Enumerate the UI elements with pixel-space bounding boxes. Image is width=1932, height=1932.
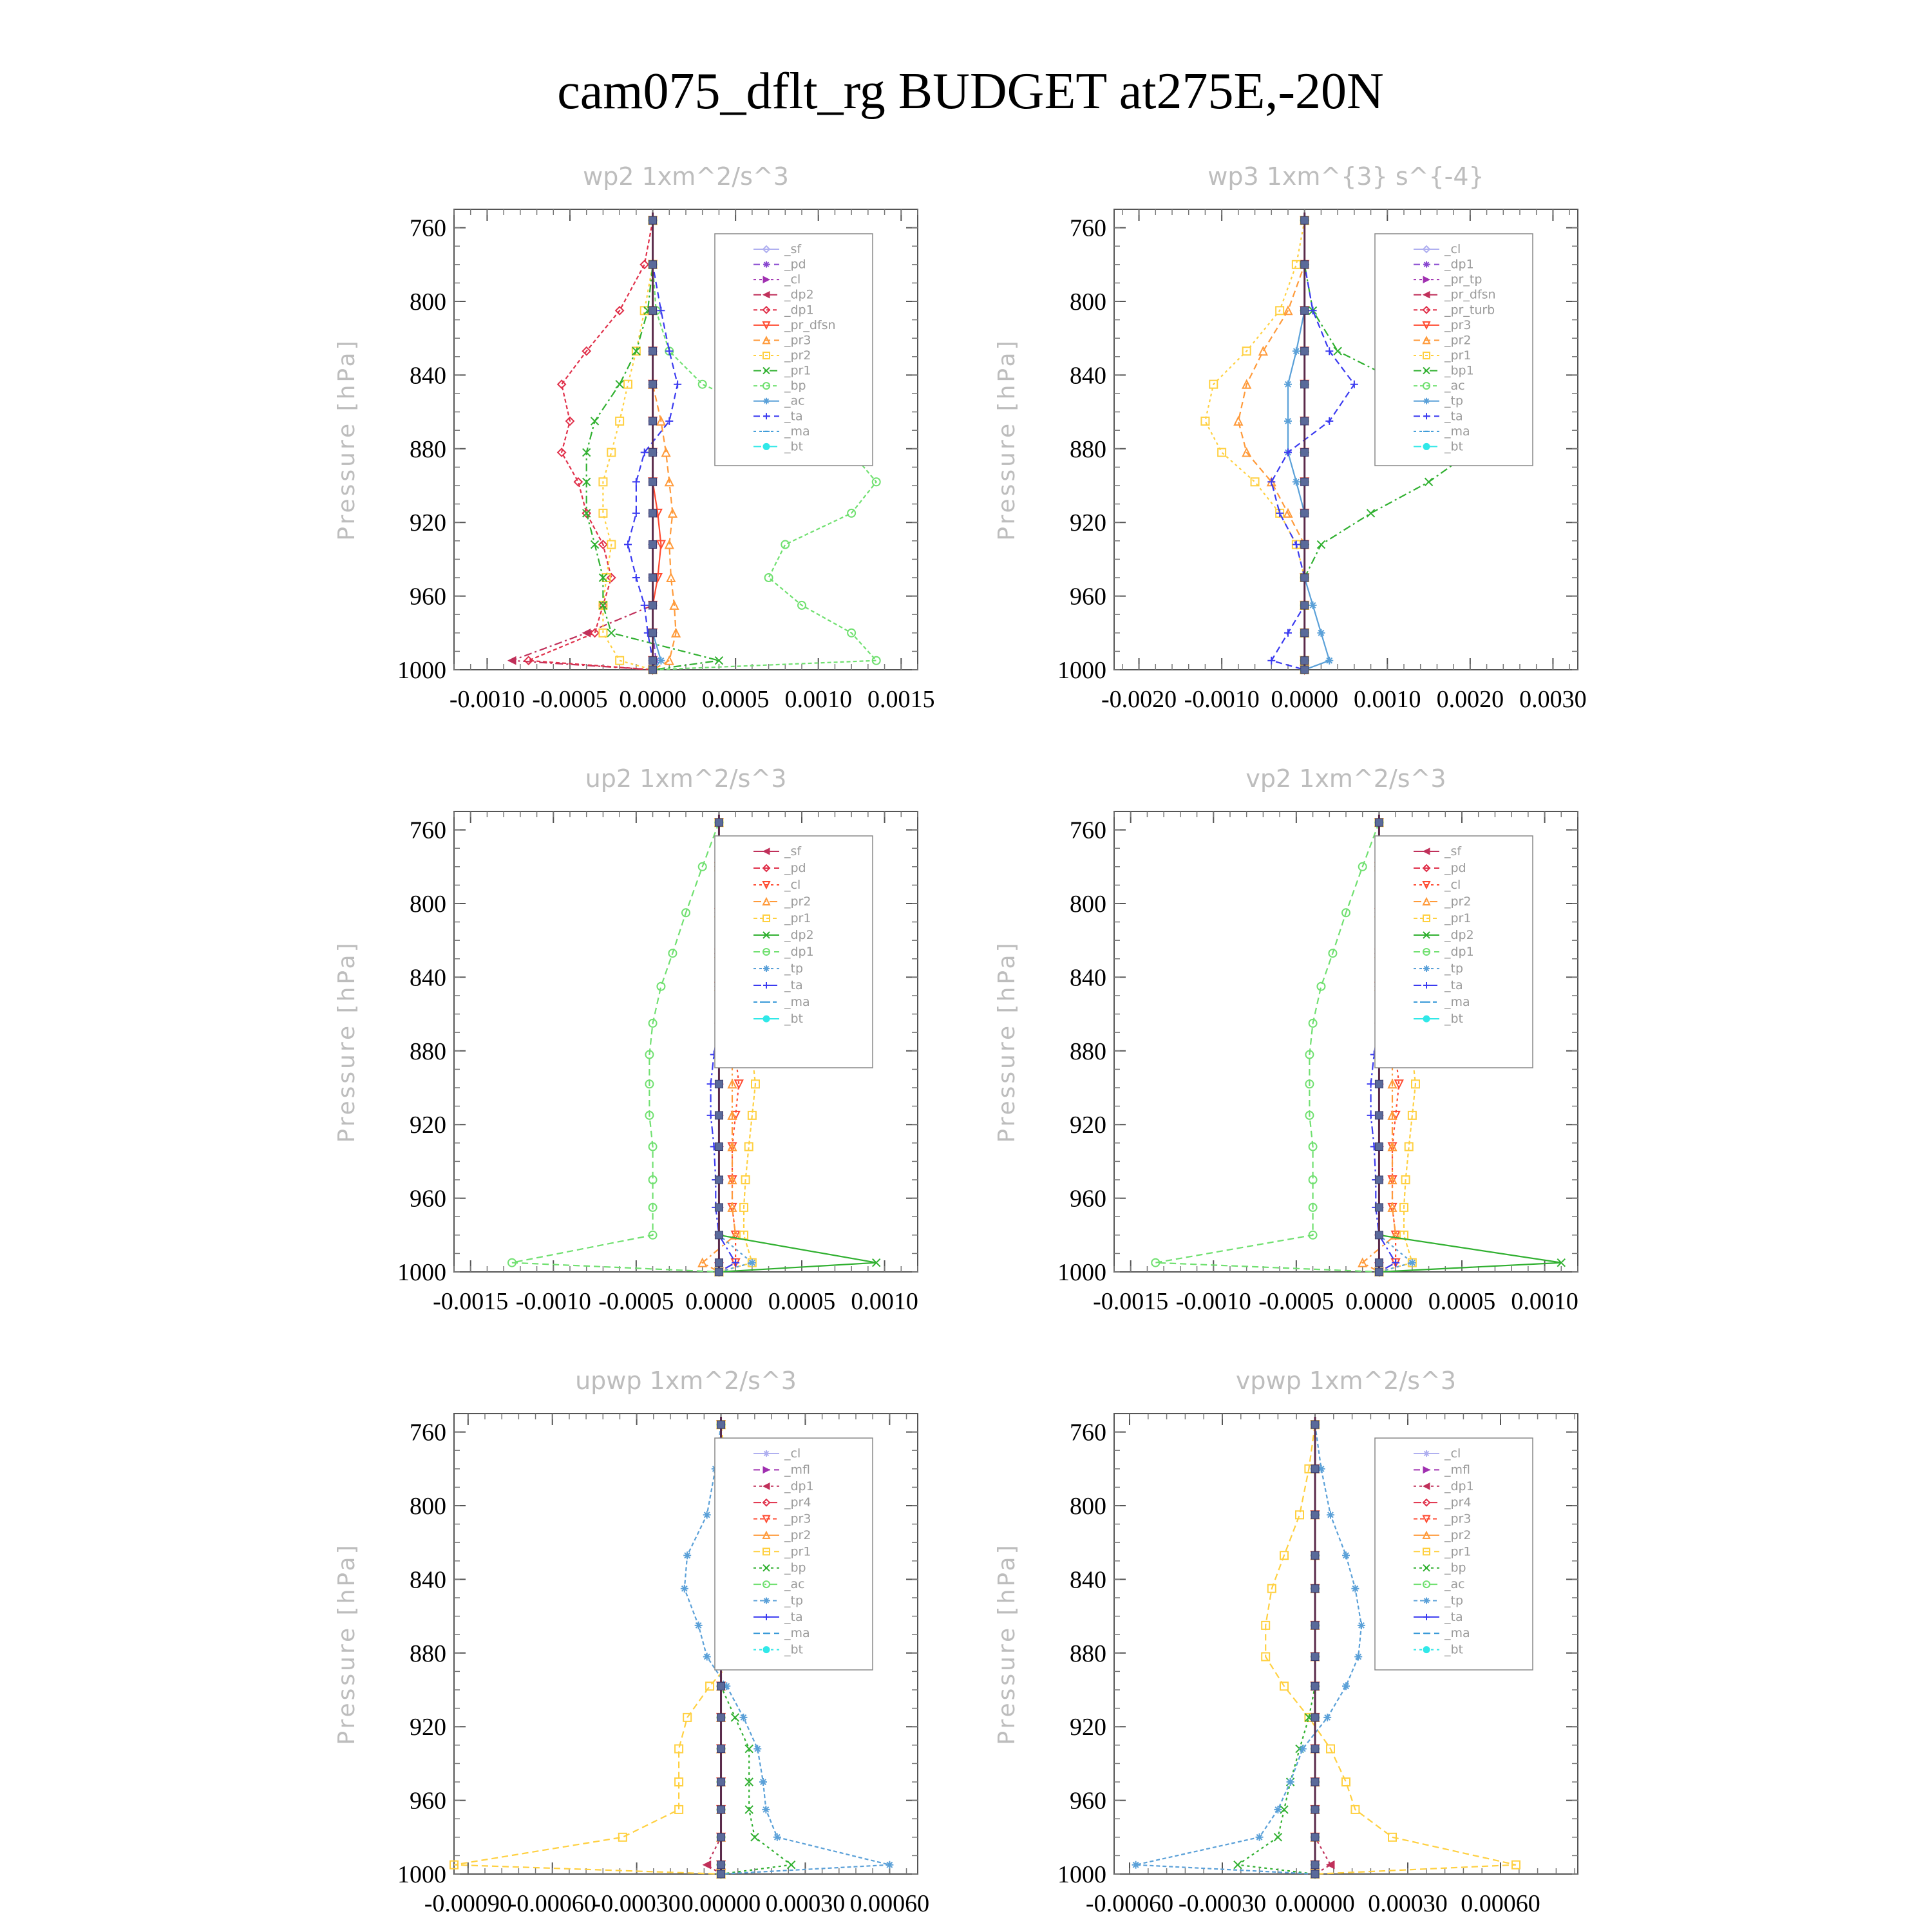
y-tick-label: 760 [410,214,446,242]
legend-label: _dp1 [1444,257,1474,272]
legend-marker [1423,1016,1430,1022]
legend-label: _pr4 [1444,1495,1472,1510]
legend [715,836,873,1068]
legend-label: _ma [784,1626,810,1641]
legend-label: _dp1 [784,303,814,317]
x-tick-label: -0.0010 [1184,686,1260,713]
y-tick-label: 960 [410,583,446,611]
y-tick-label: 1000 [1057,1259,1106,1286]
y-axis-label: Pressure [hPa] [994,338,1020,541]
legend-label: _tp [784,961,804,976]
y-tick-label: 920 [410,509,446,537]
data-point [1317,629,1325,637]
y-tick-label: 800 [1070,891,1106,918]
zero-marker [1311,1714,1319,1721]
data-point [1342,1551,1350,1559]
legend-label: _mfl [1444,1463,1470,1477]
legend-label: _ta [784,409,803,424]
legend-label: _ma [784,995,810,1009]
panel-title: wp2 1xm^2/s^3 [583,162,789,191]
legend [1375,234,1533,466]
legend-label: _tp [1444,1593,1464,1608]
zero-marker [1301,509,1309,517]
data-point [657,657,665,665]
legend-label: _pr2 [784,895,811,909]
legend-label: _pr2 [1444,895,1472,909]
y-tick-label: 760 [1070,1419,1106,1446]
legend-label: _pr3 [784,333,811,348]
legend-label: _pr2 [1444,333,1472,348]
data-point [739,1714,747,1721]
zero-marker [649,347,657,355]
legend-label: _cl [784,1446,801,1461]
panel-title: up2 1xm^2/s^3 [585,764,787,793]
panel-title: wp3 1xm^{3} s^{-4} [1208,162,1484,191]
x-tick-label: -0.0005 [532,686,608,713]
legend-label: _dp1 [784,1479,814,1493]
x-tick-label: 0.0005 [701,686,770,713]
x-tick-label: 0.0015 [867,686,935,713]
y-tick-label: 1000 [1057,657,1106,684]
zero-marker [649,574,657,582]
legend-label: _ac [1444,379,1465,393]
y-tick-label: 960 [1070,583,1106,611]
zero-marker [1301,449,1309,457]
zero-marker [717,1421,725,1428]
zero-marker [715,1080,723,1088]
data-point [762,1806,770,1814]
zero-marker [715,1112,723,1119]
y-tick-label: 920 [410,1714,446,1741]
data-point [681,1585,688,1593]
data-point [695,1622,703,1629]
x-tick-label: 0.00000 [1275,1890,1355,1917]
data-point [683,1551,691,1559]
data-point [753,1745,761,1753]
legend-label: _dp2 [784,287,814,302]
y-tick-label: 880 [1070,435,1106,463]
zero-marker [1375,1259,1383,1267]
y-tick-label: 1000 [397,1259,446,1286]
y-tick-label: 1000 [397,1861,446,1888]
data-point [1256,1833,1264,1841]
y-tick-label: 800 [1070,1493,1106,1520]
y-tick-label: 800 [410,1493,446,1520]
y-axis-label: Pressure [hPa] [994,940,1020,1143]
zero-marker [717,1870,725,1878]
x-tick-label: -0.0010 [1175,1288,1251,1315]
zero-marker [1311,1833,1319,1841]
data-point [748,1259,756,1267]
zero-marker [1301,307,1309,314]
legend-label: _pr1 [784,1544,811,1559]
zero-marker [1375,1080,1383,1088]
legend-label: _pr1 [784,911,811,925]
zero-marker [717,1714,725,1721]
legend-marker [763,261,770,268]
zero-marker [1301,541,1309,549]
legend-label: _pr1 [1444,1544,1472,1559]
zero-marker [715,1231,723,1239]
zero-marker [1301,216,1309,224]
legend-label: _ma [784,424,810,439]
zero-marker [1301,574,1309,582]
y-axis-label: Pressure [hPa] [994,1542,1020,1745]
legend-label: _pd [1444,861,1466,875]
zero-marker [1301,666,1309,674]
legend-label: _pr_tp [1444,272,1482,287]
legend-label: _ac [784,393,805,408]
legend-marker [763,1450,770,1457]
zero-marker [715,819,723,826]
y-tick-label: 880 [1070,1037,1106,1065]
zero-marker [1311,1682,1319,1690]
x-tick-label: 0.0020 [1436,686,1504,713]
legend-label: _ta [784,1609,803,1624]
data-point [1325,657,1333,665]
y-tick-label: 920 [1070,1714,1106,1741]
legend-marker [763,1647,770,1653]
zero-marker [1301,381,1309,388]
zero-marker [1375,1231,1383,1239]
zero-marker [649,541,657,549]
data-point [1323,1714,1331,1721]
legend-label: _pd [784,861,806,875]
zero-marker [1375,1268,1383,1276]
legend-label: _ma [1444,424,1470,439]
x-tick-label: 0.0000 [1271,686,1338,713]
legend-label: _bp1 [1444,363,1474,378]
legend-label: _cl [784,272,801,287]
y-tick-label: 760 [1070,214,1106,242]
legend-label: _cl [1444,878,1461,892]
zero-marker [649,307,657,314]
legend-label: _pr1 [784,363,811,378]
legend-label: _ac [784,1577,805,1592]
x-tick-label: -0.0020 [1101,686,1177,713]
data-point [1274,1806,1282,1814]
panel-title: vpwp 1xm^2/s^3 [1235,1367,1457,1395]
x-tick-label: 0.0030 [1519,686,1587,713]
x-tick-label: 0.00000 [681,1890,761,1917]
zero-marker [1301,478,1309,486]
y-tick-label: 760 [410,817,446,844]
zero-marker [1375,1204,1383,1211]
data-point [886,1861,893,1869]
y-tick-label: 840 [410,1566,446,1594]
zero-marker [1375,1112,1383,1119]
zero-marker [649,509,657,517]
y-tick-label: 880 [410,435,446,463]
x-tick-label: -0.0015 [433,1288,509,1315]
zero-marker [1301,657,1309,665]
legend-marker [1423,1647,1430,1653]
x-tick-label: -0.0010 [515,1288,591,1315]
y-tick-label: 800 [410,891,446,918]
zero-marker [1311,1551,1319,1559]
data-point [1358,1622,1365,1629]
legend-label: _dp1 [1444,1479,1474,1493]
panel-title: upwp 1xm^2/s^3 [575,1367,797,1395]
legend-label: _pr3 [1444,317,1472,332]
data-point [759,1778,767,1786]
data-point [1354,1653,1362,1661]
legend-label: _bp [784,379,806,393]
legend-label: _sf [1444,844,1462,858]
legend-marker [763,443,770,450]
legend-label: _ma [1444,1626,1470,1641]
legend-label: _tp [784,1593,804,1608]
y-tick-label: 800 [1070,289,1106,316]
zero-marker [715,1143,723,1151]
y-tick-label: 880 [410,1037,446,1065]
x-tick-label: -0.00030 [592,1890,681,1917]
y-axis-label: Pressure [hPa] [334,940,360,1143]
x-tick-label: 0.0005 [1428,1288,1496,1315]
legend-marker [1423,965,1430,972]
panel-title: vp2 1xm^2/s^3 [1245,764,1446,793]
zero-marker [1301,629,1309,637]
legend-marker [763,965,770,972]
zero-marker [1311,1778,1319,1786]
zero-marker [649,629,657,637]
legend-label: _pr1 [1444,911,1472,925]
x-tick-label: -0.0005 [598,1288,674,1315]
legend-label: _ta [1444,978,1463,992]
x-tick-label: 0.00060 [1461,1890,1540,1917]
legend-label: _pr3 [1444,1511,1472,1526]
zero-marker [649,216,657,224]
zero-marker [1301,417,1309,425]
data-point [773,1833,781,1841]
zero-marker [1311,1861,1319,1869]
legend-label: _bt [784,1012,804,1026]
zero-marker [1311,1465,1319,1473]
y-tick-label: 840 [1070,362,1106,390]
legend-label: _pr_dfsn [784,317,836,332]
legend-label: _sf [784,242,802,256]
zero-marker [715,1176,723,1184]
legend-label: _ac [1444,1577,1465,1592]
figure-title: cam075_dflt_rg BUDGET at275E,-20N [557,63,1384,120]
legend-label: _mfl [784,1463,810,1477]
zero-marker [649,261,657,269]
legend-label: _pr_dfsn [1444,287,1496,302]
legend-label: _bp [1444,1560,1466,1575]
y-axis-label: Pressure [hPa] [334,1542,360,1745]
x-tick-label: -0.00090 [424,1890,512,1917]
legend-label: _bt [784,439,804,454]
legend-label: _pr4 [784,1495,811,1510]
legend-marker [1423,443,1430,450]
x-tick-label: -0.00030 [1178,1890,1267,1917]
legend-label: _ta [1444,1609,1463,1624]
legend-label: _sf [784,844,802,858]
zero-marker [649,449,657,457]
x-tick-label: 0.0000 [685,1288,753,1315]
zero-marker [649,657,657,665]
y-tick-label: 840 [1070,964,1106,992]
zero-marker [1311,1653,1319,1661]
legend-marker [1423,261,1430,268]
x-tick-label: -0.0015 [1093,1288,1169,1315]
x-tick-label: 0.0000 [619,686,687,713]
legend-label: _pr1 [1444,348,1472,363]
data-point [1284,381,1292,388]
zero-marker [715,1268,723,1276]
legend-label: _bt [1444,1012,1464,1026]
x-tick-label: 0.0005 [768,1288,836,1315]
zero-marker [1311,1745,1319,1753]
data-point [1351,1585,1359,1593]
legend-marker [763,1016,770,1022]
data-point [703,1653,711,1661]
x-tick-label: 0.00030 [1368,1890,1448,1917]
x-tick-label: 0.00030 [765,1890,846,1917]
legend [1375,836,1533,1068]
legend-label: _bt [1444,439,1464,454]
zero-marker [1375,1176,1383,1184]
y-tick-label: 840 [410,964,446,992]
y-tick-label: 960 [410,1185,446,1213]
y-tick-label: 880 [1070,1640,1106,1667]
legend [715,234,873,466]
legend [715,1438,873,1670]
legend-label: _bt [1444,1642,1464,1657]
y-tick-label: 1000 [397,657,446,684]
zero-marker [717,1806,725,1814]
legend [1375,1438,1533,1670]
zero-marker [649,601,657,609]
x-tick-label: -0.0005 [1258,1288,1334,1315]
legend-label: _pd [784,257,806,272]
y-tick-label: 920 [1070,1112,1106,1139]
y-tick-label: 920 [410,1112,446,1139]
zero-marker [1301,347,1309,355]
legend-label: _pr2 [784,348,811,363]
zero-marker [649,381,657,388]
legend-label: _cl [784,878,801,892]
legend-label: _ma [1444,995,1470,1009]
legend-marker [763,398,770,404]
zero-marker [1311,1622,1319,1629]
y-axis-label: Pressure [hPa] [334,338,360,541]
legend-label: _ta [784,978,803,992]
legend-label: _dp2 [784,928,814,942]
legend-label: _cl [1444,242,1461,256]
legend-label: _cl [1444,1446,1461,1461]
x-tick-label: 0.0010 [784,686,852,713]
x-tick-label: -0.00060 [1085,1890,1174,1917]
zero-marker [717,1833,725,1841]
legend-label: _pr_turb [1444,303,1495,317]
zero-marker [649,417,657,425]
legend-label: _bt [784,1642,804,1657]
legend-label: _tp [1444,961,1464,976]
data-point [1342,1682,1350,1690]
y-tick-label: 760 [1070,817,1106,844]
zero-marker [1301,601,1309,609]
zero-marker [715,1204,723,1211]
zero-marker [1311,1511,1319,1519]
x-tick-label: 0.0000 [1345,1288,1413,1315]
data-point [703,1511,711,1519]
legend-marker [1423,1450,1430,1457]
legend-marker [763,1597,770,1604]
zero-marker [649,666,657,674]
zero-marker [1311,1870,1319,1878]
x-tick-label: 0.0010 [851,1288,918,1315]
y-tick-label: 760 [410,1419,446,1446]
zero-marker [1375,1143,1383,1151]
legend-label: _dp1 [784,945,814,959]
y-tick-label: 840 [1070,1566,1106,1594]
zero-marker [1311,1806,1319,1814]
legend-label: _dp1 [1444,945,1474,959]
zero-marker [1375,819,1383,826]
data-point [1299,1745,1307,1753]
zero-marker [717,1778,725,1786]
zero-marker [1311,1421,1319,1428]
legend-label: _dp2 [1444,928,1474,942]
y-tick-label: 800 [410,289,446,316]
legend-marker [1423,398,1430,404]
zero-marker [717,1745,725,1753]
data-point [1408,1259,1416,1267]
zero-marker [649,478,657,486]
legend-marker [1423,1597,1430,1604]
x-tick-label: -0.0010 [449,686,526,713]
zero-marker [717,1861,725,1869]
y-tick-label: 960 [1070,1185,1106,1213]
legend-label: _pr3 [784,1511,811,1526]
y-tick-label: 960 [1070,1787,1106,1815]
y-tick-label: 880 [410,1640,446,1667]
y-tick-label: 920 [1070,509,1106,537]
data-point [1287,1778,1294,1786]
legend-label: _bp [784,1560,806,1575]
x-tick-label: -0.00060 [508,1890,596,1917]
legend-label: _ta [1444,409,1463,424]
zero-marker [715,1259,723,1267]
legend-label: _pr2 [1444,1528,1472,1542]
y-tick-label: 1000 [1057,1861,1106,1888]
legend-label: _tp [1444,393,1464,408]
zero-marker [1301,261,1309,269]
x-tick-label: 0.0010 [1354,686,1421,713]
y-tick-label: 960 [410,1787,446,1815]
zero-marker [1311,1585,1319,1593]
x-tick-label: 0.0010 [1511,1288,1578,1315]
data-point [1132,1861,1140,1869]
data-point [1327,1511,1334,1519]
x-tick-label: 0.00060 [849,1890,930,1917]
legend-label: _pr2 [784,1528,811,1542]
zero-marker [717,1682,725,1690]
y-tick-label: 840 [410,362,446,390]
